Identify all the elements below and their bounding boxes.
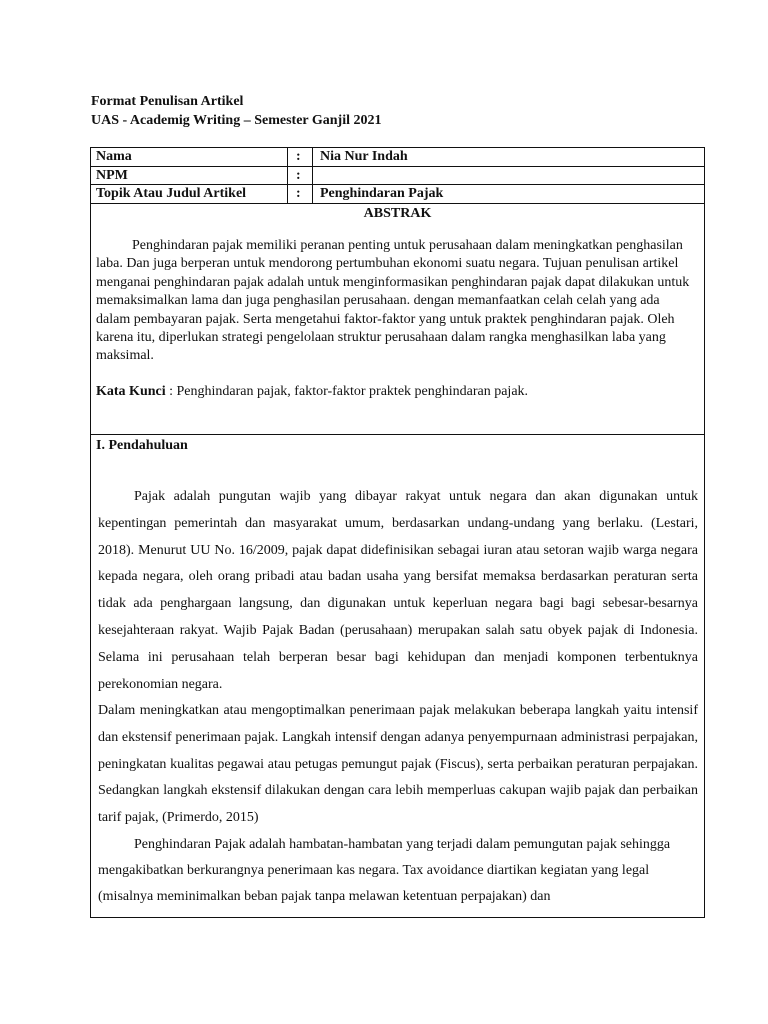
row-colon: : <box>296 149 301 164</box>
body-paragraph: Penghindaran Pajak adalah hambatan-hambatan yang terjadi dalam pemungutan pajak sehingga mengakibatkan berkurangnya penerimaan kas negara. Tax avoidance diartikan kegiatan yang legal (misalnya meminimalkan beban pajak tanpa melawan ketentuan perpajakan) dan <box>98 837 671 904</box>
row-label: Nama <box>96 149 132 164</box>
row-label: Topik Atau Judul Artikel <box>96 186 247 201</box>
row-label: NPM <box>96 168 128 183</box>
section-divider <box>91 434 704 435</box>
table-row-topik <box>91 185 704 204</box>
table-row-npm <box>91 167 704 185</box>
abstract-paragraph: Penghindaran pajak memiliki peranan penting untuk perusahaan dalam meningkatkan penghasilan laba. Dan juga berperan untuk mendorong pertumbuhan ekonomi suatu negara. Tujuan penulisan artikel menganai penghindaran pajak adalah untuk menginformasikan penghindaran pajak dapat dilakukan untuk memaksimalkan lama dan juga penghasilan perusahaan. dengan memanfaatkan celah celah yang ada dalam pembayaran pajak. Serta mengetahui faktor-faktor yang untuk praktek penghindaran pajak. Oleh karena itu, diperlukan strategi pengelolaan struktur perusahaan dalam rangka menghasilkan laba yang maksimal. <box>96 238 690 364</box>
document-subtitle: UAS - Academig Writing – Semester Ganjil 2021 <box>91 113 382 128</box>
document-title: Format Penulisan Artikel <box>91 94 244 109</box>
body-paragraph: Pajak adalah pungutan wajib yang dibayar rakyat untuk negara dan akan digunakan untuk kepentingan pemerintah dan masyarakat umum, berdasarkan undang-undang yang berlaku. (Lestari, 2018). Menurut UU No. 16/2009, pajak dapat didefinisikan sebagai iuran atau setoran wajib warga negara kepada negara, oleh orang pribadi atau badan usaha yang bersifat memaksa berdasarkan peraturan serta tidak ada penghargaan langsung, dan digunakan untuk keperluan negara bagi bagi sebesar-besarnya kesejahteraan rakyat. Wajib Pajak Badan (perusahaan) merupakan salah satu obyek pajak di Indonesia. Selama ini perusahaan telah berperan besar bagi kehidupan dan menjadi komponen terbentuknya perekonomian negara. <box>98 489 698 692</box>
row-value: Nia Nur Indah <box>320 149 408 164</box>
keywords-line <box>96 383 696 401</box>
row-value: Penghindaran Pajak <box>320 186 444 201</box>
body-paragraph: Dalam meningkatkan atau mengoptimalkan penerimaan pajak melakukan beberapa langkah yaitu intensif dan ekstensif penerimaan pajak. Langkah intensif dengan adanya penyempurnaan administrasi perpajakan, peningkatan kualitas pegawai atau petugas pemungut pajak (Fiscus), serta perbaikan peraturan perpajakan. Sedangkan langkah ekstensif dilakukan dengan cara lebih memperluas cakupan wajib pajak dan perbaikan tarif pajak, (Primerdo, 2015) <box>98 703 698 826</box>
article-frame <box>90 147 705 918</box>
row-colon: : <box>296 168 301 183</box>
row-colon: : <box>296 186 301 201</box>
abstract-title: ABSTRAK <box>363 206 432 221</box>
keywords-label: Kata Kunci <box>96 384 166 399</box>
section-title: I. Pendahuluan <box>96 438 188 453</box>
table-row-nama <box>91 148 704 167</box>
keywords-text: : Penghindaran pajak, faktor-faktor praktek penghindaran pajak. <box>165 384 529 399</box>
